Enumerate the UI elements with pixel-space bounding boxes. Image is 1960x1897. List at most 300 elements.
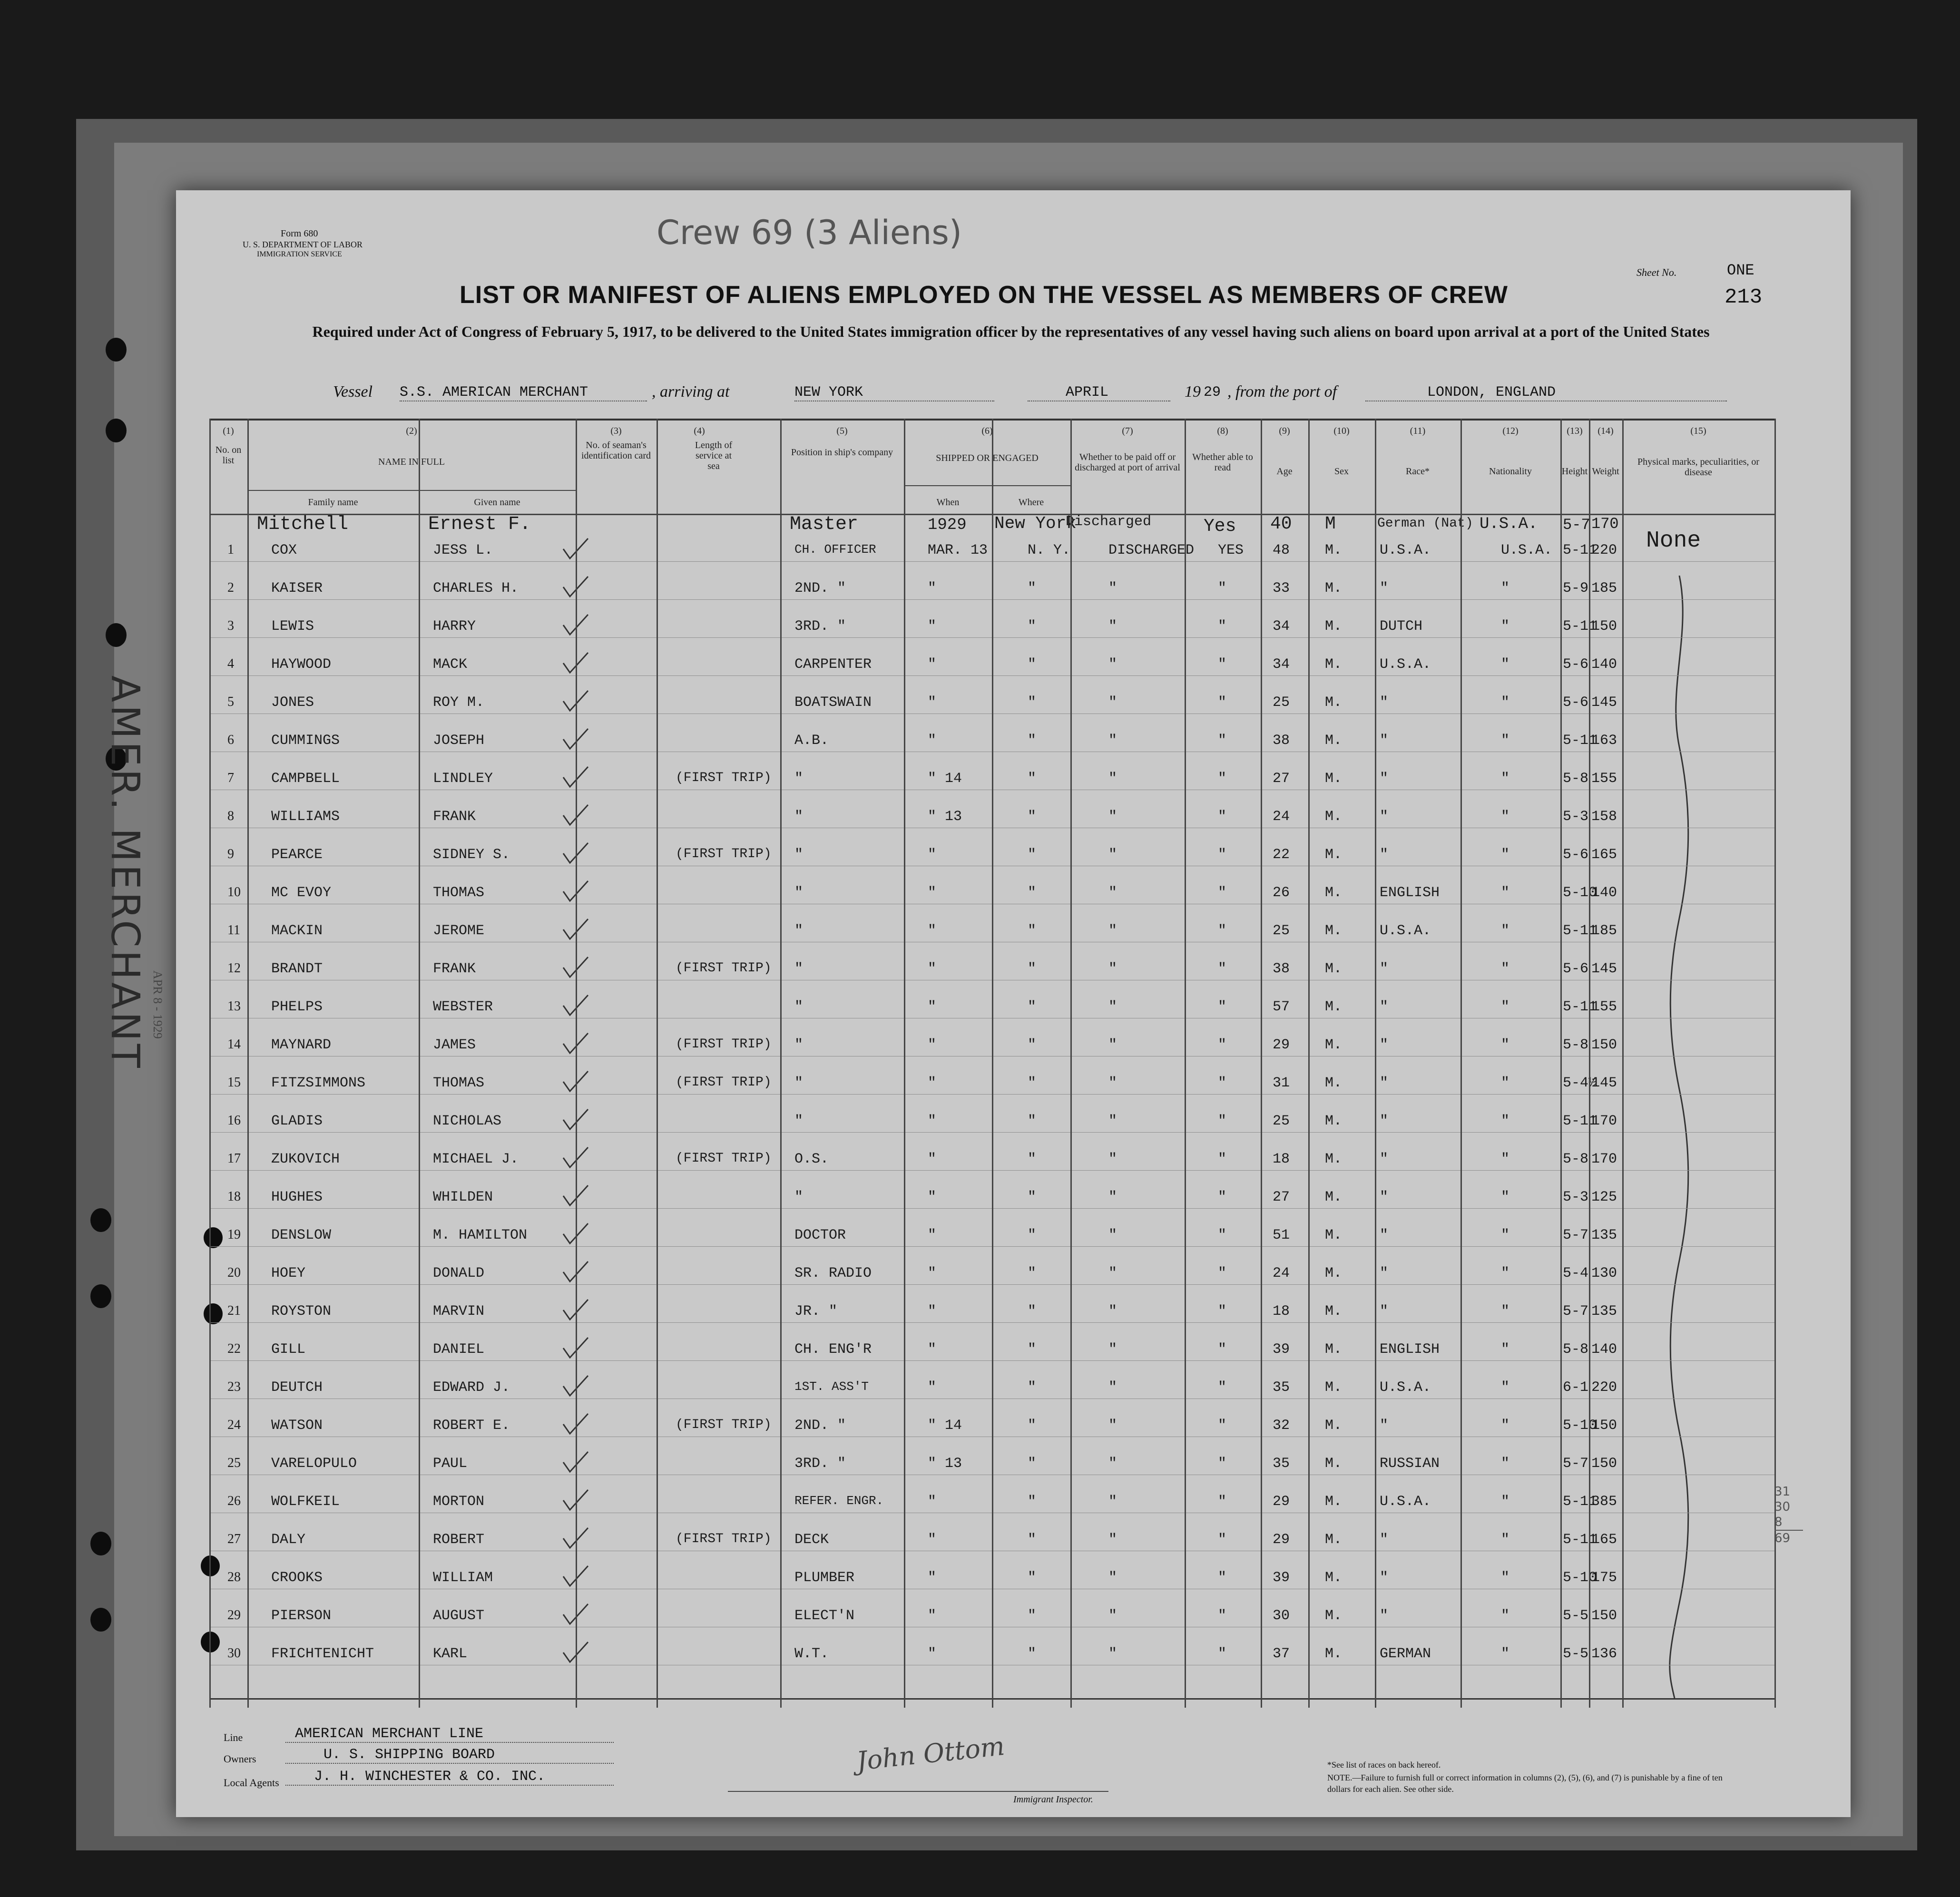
cell-read: ": [1218, 1113, 1227, 1129]
cell-given: LINDLEY: [433, 771, 493, 787]
cell-no: 28: [227, 1570, 241, 1584]
cell-height: 5-9: [1563, 580, 1589, 596]
cell-family: COX: [271, 542, 297, 558]
cell-given: KARL: [433, 1646, 468, 1662]
col13-header: Height: [1561, 466, 1588, 477]
col15-num: (15): [1690, 426, 1706, 436]
cell-where: ": [1028, 1265, 1037, 1281]
cell-height: 5-11: [1563, 1113, 1597, 1129]
cell-where: ": [1028, 771, 1037, 787]
cell-race: U.S.A.: [1380, 656, 1431, 673]
cell-given: WILLIAM: [433, 1570, 493, 1586]
cell-no: 26: [227, 1494, 241, 1508]
cell-no: 9: [227, 847, 234, 861]
cell-position: ": [794, 999, 804, 1015]
cell-family: GLADIS: [271, 1113, 323, 1129]
cell-given: JESS L.: [433, 542, 493, 558]
cell-sex: M.: [1325, 618, 1343, 635]
cell-race: ENGLISH: [1380, 885, 1440, 901]
year-prefix: 19: [1185, 383, 1201, 401]
cell-height: 5-6: [1563, 694, 1589, 711]
arrival-port: NEW YORK: [794, 384, 994, 401]
cell-race: ": [1380, 847, 1389, 863]
cell-nat: ": [1501, 1646, 1510, 1662]
hw-position: Master: [790, 514, 859, 535]
cell-no: 5: [227, 694, 234, 709]
col2-header: NAME IN FULL: [378, 457, 445, 467]
cell-sex: M.: [1325, 1303, 1343, 1320]
cell-position: ": [794, 809, 804, 825]
cell-where: ": [1028, 1532, 1037, 1548]
cell-sex: M.: [1325, 809, 1343, 825]
cell-given: ROY M.: [433, 694, 485, 711]
cell-discharge: ": [1108, 1075, 1117, 1091]
cell-where: ": [1028, 1113, 1037, 1129]
cell-position: ": [794, 1113, 804, 1129]
column-rule: [1070, 419, 1072, 1708]
cell-weight: 170: [1591, 1113, 1617, 1129]
cell-weight: 220: [1591, 542, 1617, 558]
cell-given: THOMAS: [433, 885, 485, 901]
page-title: LIST OR MANIFEST OF ALIENS EMPLOYED ON THE VESSEL AS MEMBERS OF CREW: [460, 281, 1508, 309]
cell-height: 5-8: [1563, 1037, 1589, 1053]
cell-given: JEROME: [433, 923, 485, 939]
cell-age: 22: [1273, 847, 1290, 863]
cell-family: LEWIS: [271, 618, 314, 635]
cell-read: ": [1218, 1341, 1227, 1358]
hw-when: 1929: [928, 516, 967, 534]
cell-when: ": [928, 961, 937, 977]
cell-nat: U.S.A.: [1501, 542, 1553, 558]
cell-position: CH. ENG'R: [794, 1341, 872, 1358]
cell-no: 6: [227, 733, 234, 747]
cell-position: W.T.: [794, 1646, 829, 1662]
tally-value: 69: [1774, 1531, 1791, 1545]
cell-position: ": [794, 1075, 804, 1091]
cell-sex: M.: [1325, 1265, 1343, 1281]
cell-discharge: ": [1108, 847, 1117, 863]
cell-when: ": [928, 1265, 937, 1281]
col2-subheader-rule: [247, 490, 576, 491]
cell-where: ": [1028, 809, 1037, 825]
cell-discharge: ": [1108, 1456, 1117, 1472]
cell-given: AUGUST: [433, 1608, 485, 1624]
hw-family: Mitchell: [257, 514, 349, 535]
cell-where: ": [1028, 999, 1037, 1015]
cell-age: 37: [1273, 1646, 1290, 1662]
penalty-note: NOTE.—Failure to furnish full or correct information in columns (2), (5), (6), and (7) is punishable by a fine of ten dollars for each alien. See other side.: [1327, 1773, 1723, 1794]
cell-race: U.S.A.: [1380, 542, 1431, 558]
cell-height: 5-11: [1563, 1494, 1597, 1510]
cell-age: 48: [1273, 542, 1290, 558]
col12-header: Nationality: [1489, 466, 1532, 477]
cell-position: ": [794, 1037, 804, 1053]
line-label: Line: [224, 1731, 243, 1743]
binder-hole: [90, 1208, 111, 1232]
col8-num: (8): [1217, 426, 1228, 436]
cell-given: FRANK: [433, 809, 476, 825]
cell-weight: 145: [1591, 1075, 1617, 1091]
column-rule: [904, 419, 905, 1708]
cell-weight: 130: [1591, 1265, 1617, 1281]
cell-height: 5-6: [1563, 656, 1589, 673]
cell-no: 2: [227, 580, 234, 595]
cell-position: CH. OFFICER: [794, 542, 876, 557]
cell-when: ": [928, 694, 937, 711]
cell-family: HUGHES: [271, 1189, 323, 1205]
cell-family: GILL: [271, 1341, 306, 1358]
col1-num: (1): [223, 426, 234, 436]
cell-position: 2ND. ": [794, 580, 846, 596]
cell-family: PHELPS: [271, 999, 323, 1015]
cell-where: ": [1028, 1227, 1037, 1243]
cell-discharge: DISCHARGED: [1108, 542, 1195, 558]
cell-given: WEBSTER: [433, 999, 493, 1015]
cell-height: 5-10: [1563, 885, 1597, 901]
cell-where: ": [1028, 618, 1037, 635]
cell-race: U.S.A.: [1380, 923, 1431, 939]
cell-given: MICHAEL J.: [433, 1151, 519, 1167]
cell-race: ": [1380, 1189, 1389, 1205]
cell-age: 29: [1273, 1037, 1290, 1053]
cell-sex: M.: [1325, 961, 1343, 977]
cell-age: 25: [1273, 1113, 1290, 1129]
cell-race: ": [1380, 1075, 1389, 1091]
cell-when: ": [928, 1570, 937, 1586]
cell-where: ": [1028, 847, 1037, 863]
cell-age: 29: [1273, 1494, 1290, 1510]
cell-weight: 165: [1591, 1532, 1617, 1548]
cell-position: ": [794, 885, 804, 901]
cell-read: ": [1218, 1418, 1227, 1434]
col8-header: Whether able to read: [1192, 452, 1253, 473]
cell-sex: M.: [1325, 1037, 1343, 1053]
cell-height: 5-11: [1563, 1532, 1597, 1548]
cell-when: ": [928, 1037, 937, 1053]
cell-when: " 14: [928, 771, 962, 787]
cell-discharge: ": [1108, 1379, 1117, 1396]
cell-height: 5-10: [1563, 1570, 1597, 1586]
column-rule: [780, 419, 782, 1708]
cell-sex: M.: [1325, 847, 1343, 863]
cell-given: M. HAMILTON: [433, 1227, 528, 1243]
cell-family: CROOKS: [271, 1570, 323, 1586]
cell-discharge: ": [1108, 961, 1117, 977]
side-date-stamp: APR 8 - 1929: [151, 970, 165, 1039]
cell-weight: 145: [1591, 694, 1617, 711]
cell-weight: 136: [1591, 1646, 1617, 1662]
cell-height: 5-5: [1563, 1608, 1589, 1624]
manifest-page: [102, 190, 1851, 1817]
ditto-wavy-line: [1665, 576, 1694, 1698]
col13-num: (13): [1567, 426, 1583, 436]
cell-read: ": [1218, 771, 1227, 787]
hw-where: New York: [994, 514, 1077, 533]
cell-race: ": [1380, 1265, 1389, 1281]
cell-read: ": [1218, 1608, 1227, 1624]
cell-age: 29: [1273, 1532, 1290, 1548]
cell-height: 5-3: [1563, 1189, 1589, 1205]
cell-nat: ": [1501, 1456, 1510, 1472]
col14-num: (14): [1597, 426, 1614, 436]
col2a-header: Family name: [308, 497, 358, 508]
cell-no: 13: [227, 999, 241, 1014]
cell-when: ": [928, 999, 937, 1015]
arriving-label: , arriving at: [652, 383, 730, 401]
cell-when: ": [928, 847, 937, 863]
column-rule: [1460, 419, 1462, 1708]
service: IMMIGRATION SERVICE: [257, 250, 342, 258]
hw-height: 5-7: [1563, 516, 1590, 534]
cell-weight: 158: [1591, 809, 1617, 825]
cell-age: 38: [1273, 733, 1290, 749]
cell-discharge: ": [1108, 618, 1117, 635]
agents-label: Local Agents: [224, 1777, 279, 1789]
cell-weight: 385: [1591, 1494, 1617, 1510]
col7-num: (7): [1122, 426, 1133, 436]
cell-age: 34: [1273, 656, 1290, 673]
cell-weight: 125: [1591, 1189, 1617, 1205]
cell-family: CAMPBELL: [271, 771, 340, 787]
cell-read: ": [1218, 1646, 1227, 1662]
cell-nat: ": [1501, 771, 1510, 787]
cell-family: PIERSON: [271, 1608, 332, 1624]
cell-race: ": [1380, 580, 1389, 596]
crew-table: [209, 419, 1774, 1708]
cell-discharge: ": [1108, 771, 1117, 787]
owners-label: Owners: [224, 1753, 256, 1765]
cell-where: N. Y.: [1028, 542, 1071, 558]
cell-weight: 150: [1591, 1037, 1617, 1053]
column-rule: [992, 419, 993, 1708]
col14-header: Weight: [1592, 466, 1619, 477]
col6b-header: Where: [1018, 497, 1044, 508]
cell-height: 5-6: [1563, 847, 1589, 863]
cell-weight: 150: [1591, 1608, 1617, 1624]
cell-where: ": [1028, 1608, 1037, 1624]
cell-given: EDWARD J.: [433, 1379, 510, 1396]
sheet-label: Sheet No.: [1637, 266, 1677, 278]
cell-age: 34: [1273, 618, 1290, 635]
cell-position: JR. ": [794, 1303, 838, 1320]
cell-discharge: ": [1108, 1494, 1117, 1510]
cell-when: ": [928, 1227, 937, 1243]
cell-where: ": [1028, 580, 1037, 596]
cell-discharge: ": [1108, 923, 1117, 939]
cell-when: ": [928, 1075, 937, 1091]
cell-where: ": [1028, 1189, 1037, 1205]
cell-nat: ": [1501, 1113, 1510, 1129]
arrival-month: APRIL: [1028, 384, 1170, 401]
cell-no: 18: [227, 1189, 241, 1204]
col2b-header: Given name: [474, 497, 520, 508]
cell-position: DECK: [794, 1532, 829, 1548]
race-footnote: *See list of races on back hereof.: [1327, 1760, 1441, 1770]
cell-nat: ": [1501, 999, 1510, 1015]
cell-nat: ": [1501, 1075, 1510, 1091]
cell-read: ": [1218, 733, 1227, 749]
cell-race: U.S.A.: [1380, 1379, 1431, 1396]
cell-weight: 140: [1591, 656, 1617, 673]
cell-no: 20: [227, 1265, 241, 1280]
cell-family: WATSON: [271, 1418, 323, 1434]
cell-sex: M.: [1325, 1532, 1343, 1548]
cell-service: (FIRST TRIP): [676, 1532, 772, 1546]
cell-weight: 155: [1591, 999, 1617, 1015]
cell-no: 16: [227, 1113, 241, 1128]
cell-when: ": [928, 885, 937, 901]
cell-position: A.B.: [794, 733, 829, 749]
cell-read: ": [1218, 847, 1227, 863]
cell-sex: M.: [1325, 542, 1343, 558]
cell-no: 21: [227, 1303, 241, 1318]
cell-where: ": [1028, 1570, 1037, 1586]
cell-age: 57: [1273, 999, 1290, 1015]
tally-value: 8: [1774, 1515, 1803, 1531]
cell-age: 39: [1273, 1341, 1290, 1358]
cell-family: WOLFKEIL: [271, 1494, 340, 1510]
cell-height: 5-8: [1563, 1151, 1589, 1167]
cell-where: ": [1028, 1646, 1037, 1662]
cell-no: 10: [227, 885, 241, 900]
cell-read: ": [1218, 1151, 1227, 1167]
cell-discharge: ": [1108, 1608, 1117, 1624]
binder-hole: [106, 623, 127, 647]
cell-nat: ": [1501, 1494, 1510, 1510]
column-rule: [1560, 419, 1562, 1708]
cell-position: ELECT'N: [794, 1608, 855, 1624]
from-port: LONDON, ENGLAND: [1365, 384, 1727, 401]
cell-sex: M.: [1325, 1227, 1343, 1243]
cell-nat: ": [1501, 1379, 1510, 1396]
cell-given: PAUL: [433, 1456, 468, 1472]
column-rule: [1308, 419, 1310, 1708]
cell-discharge: ": [1108, 999, 1117, 1015]
hw-race: German (Nat): [1377, 516, 1473, 531]
cell-read: ": [1218, 1456, 1227, 1472]
cell-age: 27: [1273, 771, 1290, 787]
cell-height: 5-11: [1563, 542, 1597, 558]
cell-read: ": [1218, 694, 1227, 711]
cell-race: ": [1380, 1608, 1389, 1624]
cell-family: ZUKOVICH: [271, 1151, 340, 1167]
cell-sex: M.: [1325, 1189, 1343, 1205]
column-rule: [1185, 419, 1186, 1708]
cell-read: ": [1218, 923, 1227, 939]
cell-race: ": [1380, 733, 1389, 749]
cell-read: ": [1218, 885, 1227, 901]
cell-sex: M.: [1325, 1608, 1343, 1624]
cell-discharge: ": [1108, 1532, 1117, 1548]
cell-nat: ": [1501, 733, 1510, 749]
cell-weight: 150: [1591, 1456, 1617, 1472]
cell-age: 39: [1273, 1570, 1290, 1586]
cell-read: ": [1218, 580, 1227, 596]
cell-given: CHARLES H.: [433, 580, 519, 596]
cell-family: FITZSIMMONS: [271, 1075, 366, 1091]
cell-position: 3RD. ": [794, 618, 846, 635]
cell-discharge: ": [1108, 1113, 1117, 1129]
cell-sex: M.: [1325, 923, 1343, 939]
cell-sex: M.: [1325, 1113, 1343, 1129]
cell-sex: M.: [1325, 771, 1343, 787]
cell-when: ": [928, 1646, 937, 1662]
cell-given: HARRY: [433, 618, 476, 635]
cell-given: JAMES: [433, 1037, 476, 1053]
cell-age: 35: [1273, 1456, 1290, 1472]
cell-sex: M.: [1325, 999, 1343, 1015]
cell-nat: ": [1501, 1227, 1510, 1243]
cell-age: 25: [1273, 694, 1290, 711]
cell-height: 5-11: [1563, 923, 1597, 939]
cell-given: MACK: [433, 656, 468, 673]
cell-discharge: ": [1108, 656, 1117, 673]
cell-family: FRICHTENICHT: [271, 1646, 374, 1662]
column-rule: [657, 419, 658, 1708]
cell-discharge: ": [1108, 809, 1117, 825]
binder-hole: [90, 1532, 111, 1555]
binder-hole: [106, 338, 127, 362]
from-label: , from the port of: [1227, 383, 1337, 401]
hw-marks: None: [1646, 528, 1701, 554]
col11-header: Race*: [1406, 466, 1430, 477]
cell-race: ": [1380, 961, 1389, 977]
cell-given: ROBERT E.: [433, 1418, 510, 1434]
cell-sex: M.: [1325, 1418, 1343, 1434]
cell-no: 22: [227, 1341, 241, 1356]
cell-nat: ": [1501, 618, 1510, 635]
cell-where: ": [1028, 1037, 1037, 1053]
cell-height: 5-4½: [1563, 1075, 1597, 1091]
cell-age: 31: [1273, 1075, 1290, 1091]
col6-subheader-rule: [904, 485, 1070, 486]
cell-family: ROYSTON: [271, 1303, 332, 1320]
cell-when: MAR. 13: [928, 542, 988, 558]
cell-no: 4: [227, 656, 234, 671]
cell-nat: ": [1501, 1303, 1510, 1320]
cell-height: 5-11: [1563, 618, 1597, 635]
cell-sex: M.: [1325, 1379, 1343, 1396]
cell-no: 25: [227, 1456, 241, 1470]
cell-discharge: ": [1108, 1189, 1117, 1205]
col7-header: Whether to be paid off or discharged at port of arrival: [1075, 452, 1180, 473]
cell-position: 1ST. ASS'T: [794, 1379, 869, 1394]
cell-family: MACKIN: [271, 923, 323, 939]
cell-height: 5-8: [1563, 771, 1589, 787]
hw-sex: M: [1325, 514, 1336, 534]
cell-no: 24: [227, 1418, 241, 1432]
cell-given: ROBERT: [433, 1532, 485, 1548]
cell-race: U.S.A.: [1380, 1494, 1431, 1510]
cell-race: ": [1380, 1570, 1389, 1586]
cell-given: DONALD: [433, 1265, 485, 1281]
cell-nat: ": [1501, 809, 1510, 825]
cell-age: 51: [1273, 1227, 1290, 1243]
col4-header: Length of service at sea: [695, 440, 733, 471]
cell-given: NICHOLAS: [433, 1113, 502, 1129]
vessel-label: Vessel: [333, 383, 373, 401]
hw-weight: 170: [1591, 515, 1619, 533]
cell-read: ": [1218, 809, 1227, 825]
cell-age: 35: [1273, 1379, 1290, 1396]
cell-where: ": [1028, 1075, 1037, 1091]
cell-discharge: ": [1108, 1570, 1117, 1586]
binder-hole: [90, 1284, 111, 1308]
col3-header: No. of seaman's identification card: [581, 440, 651, 461]
cell-height: 5-3: [1563, 809, 1589, 825]
cell-family: DENSLOW: [271, 1227, 332, 1243]
cell-given: WHILDEN: [433, 1189, 493, 1205]
